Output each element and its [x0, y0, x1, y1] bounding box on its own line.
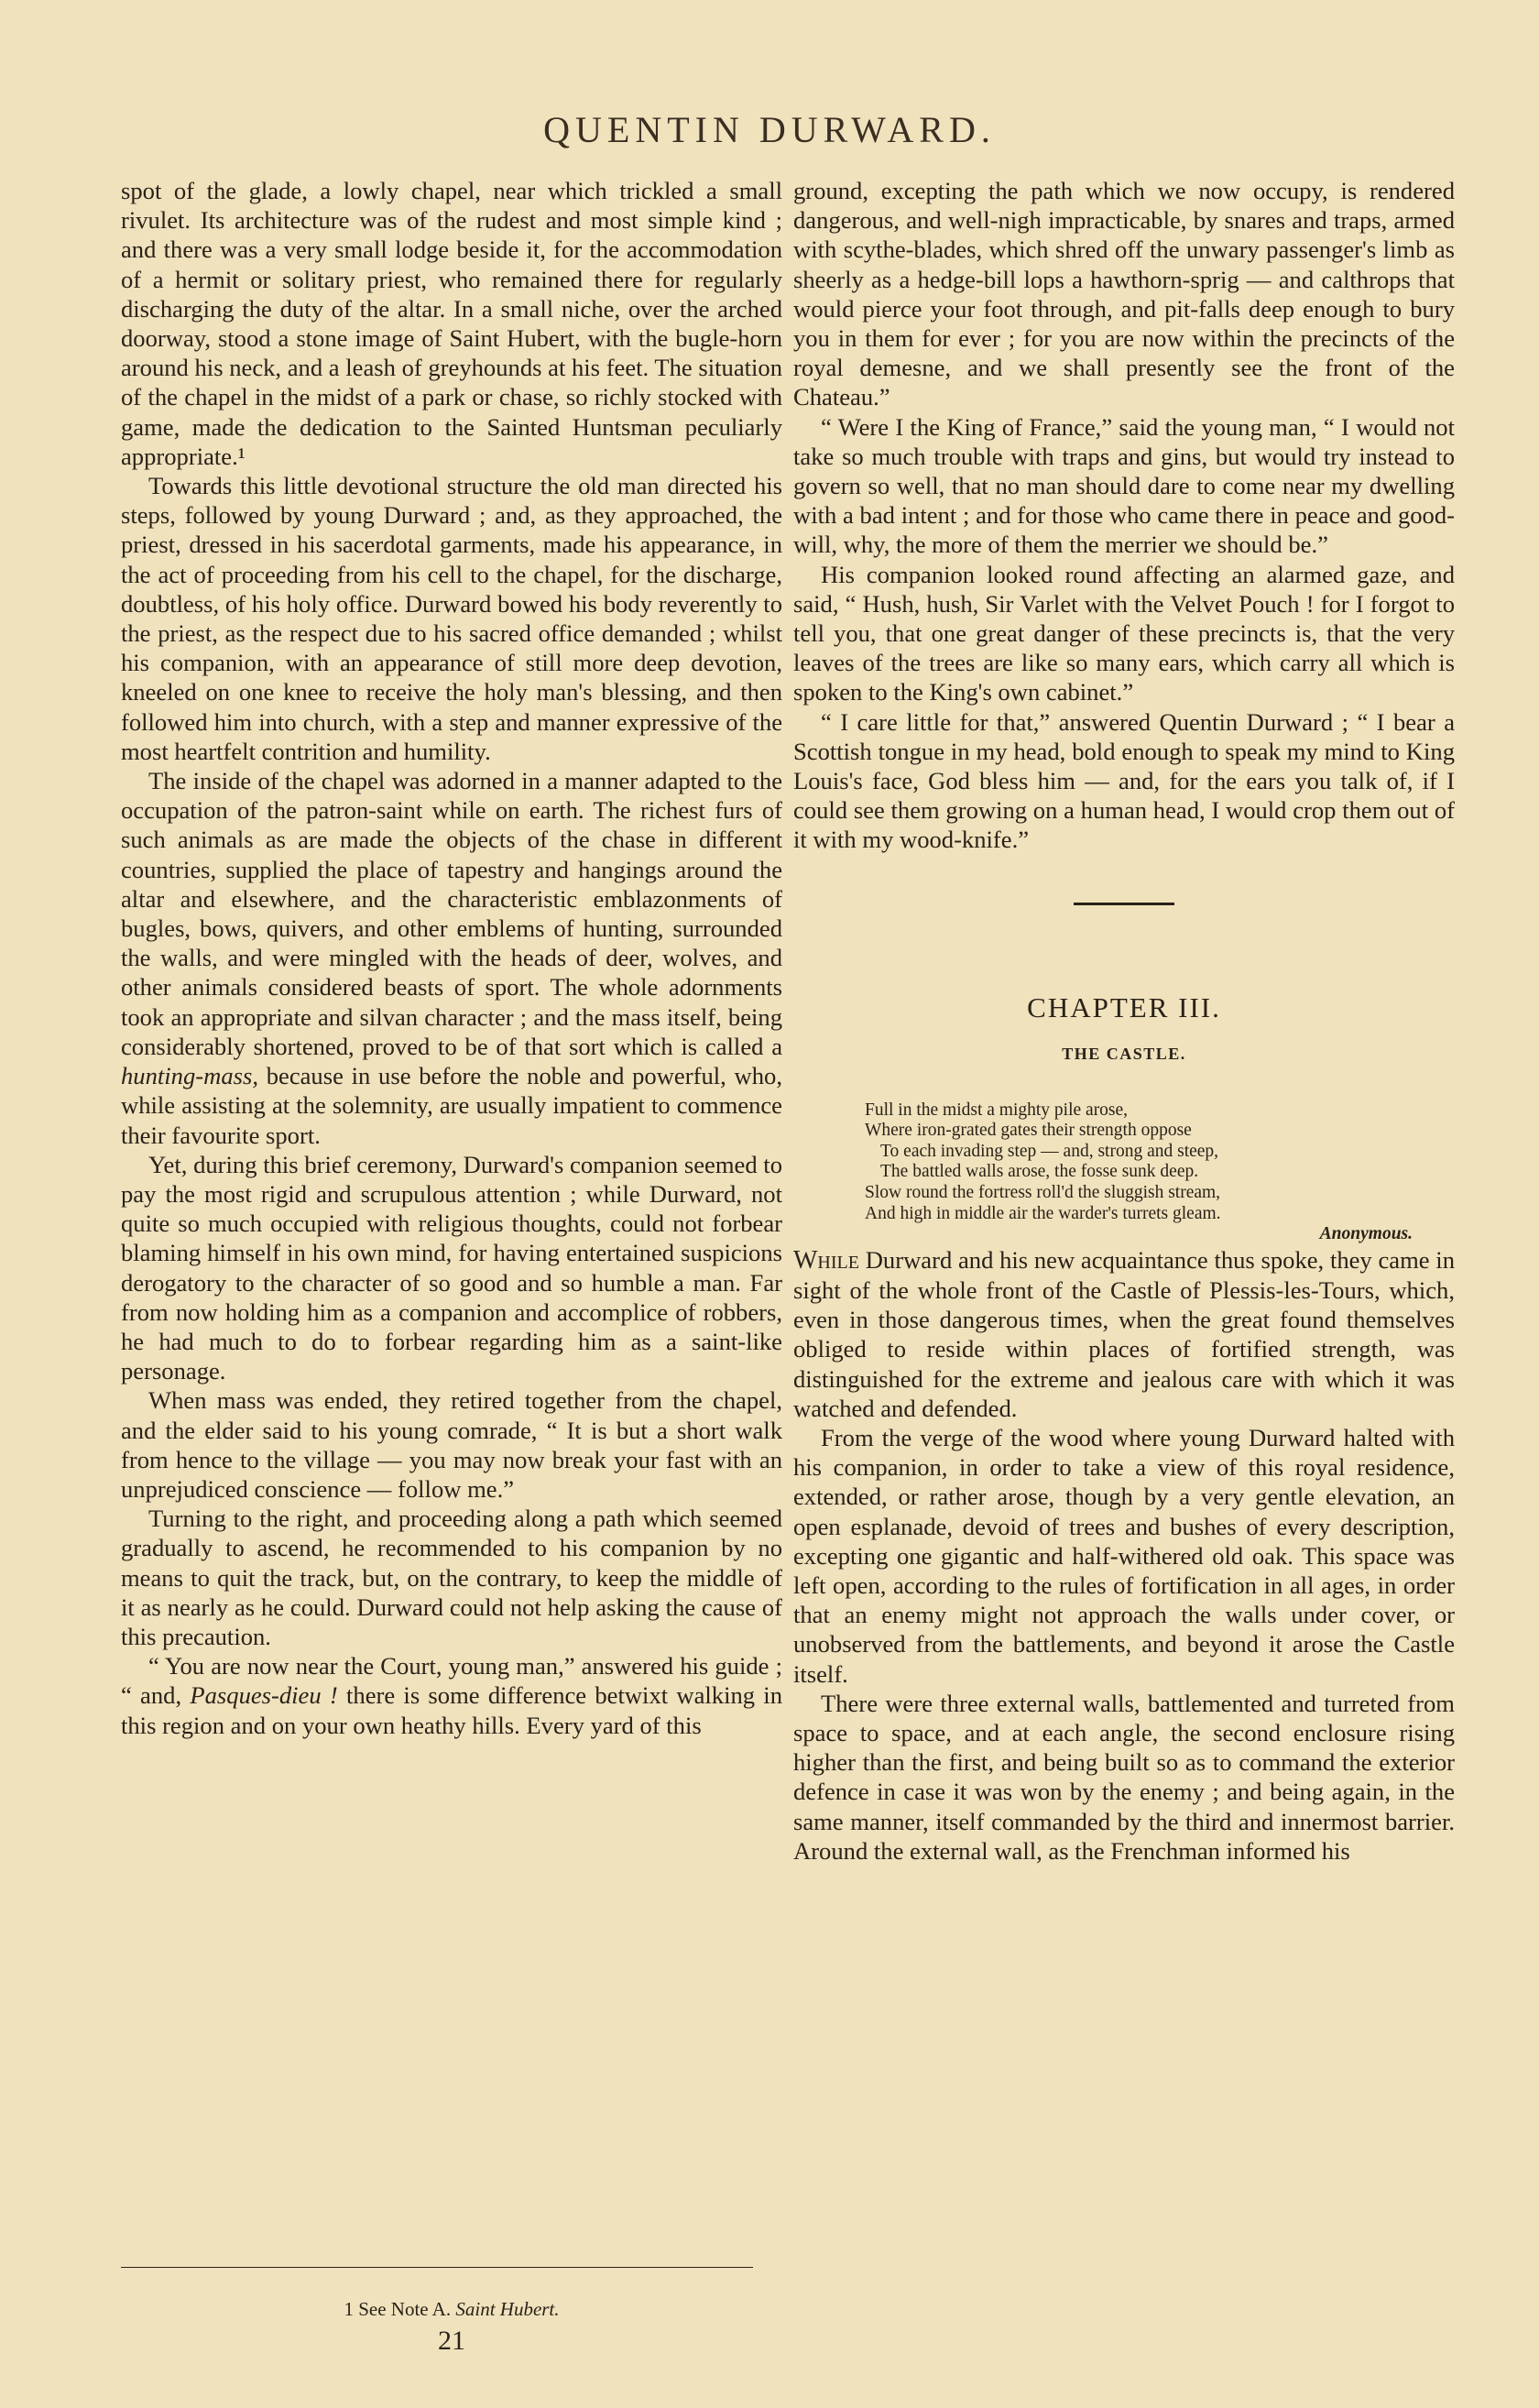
running-head: QUENTIN DURWARD. — [543, 109, 996, 150]
verse-line: Full in the midst a mighty pile arose, — [865, 1100, 1129, 1120]
paragraph: Turning to the right, and proceeding along a path which seemed gradually to ascend, he recommended to his companion by no means to quit the track, but, on the contrary, to keep the middle of it as nearly as he could. Durward could not help asking the cause of this precaution. — [121, 1505, 782, 1650]
paragraph: Yet, during this brief ceremony, Durward's companion seemed to pay the most rigid and scrupulous attention ; while Durward, not quite so much occupied with religious thoughts, could not forbear blaming himself in his own mind, for having entertained suspicions derogatory to the character of so good and so humble a man. Far from now holding him as a companion and accomplice of robbers, he had much to do to forbear regarding him as a saint-like personage. — [121, 1150, 782, 1385]
italic-term: hunting-mass, — [121, 1062, 258, 1090]
paragraph-text: Durward and his new acquaintance thus spoke, they came in sight of the whole front of the Castle of Plessis-les-Tours, which, even in those dangerous times, when the great found themselves obliged to reside within places of fortified strength, was distinguished for the extreme and jealous care with which it was watched and defended. — [793, 1245, 1455, 1422]
paragraph-text: “ You are now near the Court, young man,” answered his guide ; “ and, — [121, 1652, 782, 1710]
paragraph: From the verge of the wood where young Durward halted with his companion, in order to take a view of this royal residence, extended, or rather arose, though by a very gentle elevation, an open esplanade, devoid of trees and bushes of every description, excepting one gigantic and half-withered old oak. This space was left open, according to the rules of fortification in all ages, in order that an enemy might not approach the walls under cover, or unobserved from the battlements, and beyond it arose the Castle itself. — [793, 1424, 1455, 1688]
chapter-subtitle: THE CASTLE. — [1062, 1044, 1186, 1063]
epigraph-attribution: Anonymous. — [1319, 1224, 1413, 1244]
paragraph: When mass was ended, they retired together from the chapel, and the elder said to his young comrade, “ It is but a short walk from hence to the village — you may now break your fast with an unprejudiced conscience — follow me.” — [121, 1386, 782, 1503]
paragraph: “ I care little for that,” answered Quentin Durward ; “ I bear a Scottish tongue in my head, bold enough to speak my mind to King Louis's face, God bless him — and, for the ears you talk of, if I could see them growing on a human head, I would crop them out of it with my wood-knife.” — [793, 707, 1455, 854]
verse-line: To each invading step — and, strong and steep, — [880, 1141, 1219, 1161]
footnote — [121, 2298, 782, 2321]
opening-word: While — [793, 1245, 859, 1275]
paragraph: ground, excepting the path which we now occupy, is rendered dangerous, and well-nigh impracticable, by snares and traps, armed with scythe-blades, which shred off the unwary passenger's limb as sheerly as a hedge-bill lops a hawthorn-sprig — and calthrops that would pierce your foot through, and pit-falls deep enough to bury you in them for ever ; for you are now within the precincts of the royal demesne, and we shall presently see the front of the Chateau.” — [793, 177, 1455, 411]
paragraph-text: The inside of the chapel was adorned in a manner adapted to the occupation of the patron-saint while on earth. The richest furs of such animals as are made the objects of the chase in different countries, supplied the place of tapestry and hangings around the altar and elsewhere, and the characteristic emblazonments of bugles, bows, quivers, and other emblems of hunting, surrounded the walls, and were mingled with the heads of deer, wolves, and other animals considered beasts of sport. The whole adornments took an appropriate and silvan character ; and the mass itself, being considerably shortened, proved to be of that sort which is called a — [121, 767, 782, 1060]
page-number: 21 — [438, 2326, 465, 2356]
paragraph: spot of the glade, a lowly chapel, near which trickled a small rivulet. Its architecture was of the rudest and most simple kind ; and there was a very small lodge beside it, for the accommodation of a hermit or solitary priest, who remained there for regularly discharging the duty of the altar. In a small niche, over the arched doorway, stood a stone image of Saint Hubert, with the bugle-horn around his neck, and a leash of greyhounds at his feet. The situation of the chapel in the midst of a park or chase, so richly stocked with game, made the dedication to the Sainted Huntsman peculiarly appropriate.¹ — [121, 177, 782, 470]
verse-line: Where iron-grated gates their strength oppose — [865, 1121, 1192, 1141]
verse-line: Slow round the fortress roll'd the sluggish stream, — [865, 1183, 1221, 1203]
right-column — [793, 176, 1455, 1866]
footnote-rule — [121, 2267, 753, 2268]
footnote-text: 1 See Note A. — [344, 2298, 452, 2320]
paragraph — [121, 1651, 782, 1740]
section-divider — [1074, 903, 1174, 905]
footnote-ref: Saint Hubert. — [455, 2298, 560, 2320]
paragraph: There were three external walls, battlemented and turreted from space to space, and at each angle, the second enclosure rising higher than the first, and being built so as to command the exterior defence in case it was won by the enemy ; and being again, in the same manner, itself commanded by the third and innermost barrier. Around the external wall, as the Frenchman informed his — [793, 1689, 1455, 1865]
chapter-title: CHAPTER III. — [1027, 991, 1221, 1023]
left-column — [121, 176, 782, 1740]
paragraph: His companion looked round affecting an alarmed gaze, and said, “ Hush, hush, Sir Varlet with the Velvet Pouch ! for I forgot to tell you, that one great danger of these precincts is, that the very leaves of the trees are like so many ears, which carry all which is spoken to the King's own cabinet.” — [793, 560, 1455, 706]
paragraph — [793, 1245, 1455, 1423]
epigraph — [865, 1100, 1413, 1245]
paragraph: “ Were I the King of France,” said the young man, “ I would not take so much trouble with traps and gins, but would try instead to govern so well, that no man should dare to come near my dwelling with a bad intent ; and for those who came there in peace and good-will, why, the more of them the merrier we should be.” — [793, 412, 1455, 559]
verse-line: And high in middle air the warder's turrets gleam. — [865, 1203, 1221, 1223]
paragraph-text: there is some difference betwixt walking in this region and on your own heathy hills. Every yard of this — [121, 1681, 782, 1739]
paragraph — [121, 766, 782, 1150]
italic-term: Pasques-dieu ! — [190, 1681, 338, 1710]
paragraph-text: because in use before the noble and powerful, who, while assisting at the solemnity, are usually impatient to commence their favourite sport. — [121, 1062, 782, 1149]
paragraph: Towards this little devotional structure the old man directed his steps, followed by young Durward ; and, as they approached, the priest, dressed in his sacerdotal garments, made his appearance, in the act of proceeding from his cell to the chapel, for the discharge, doubtless, of his holy office. Durward bowed his body reverently to the priest, as the respect due to his sacred office demanded ; whilst his companion, with an appearance of still more deep devotion, kneeled on one knee to receive the holy man's blessing, and then followed him into church, with a step and manner expressive of the most heartfelt contrition and humility. — [121, 472, 782, 765]
verse-line: The battled walls arose, the fosse sunk deep. — [880, 1162, 1199, 1182]
